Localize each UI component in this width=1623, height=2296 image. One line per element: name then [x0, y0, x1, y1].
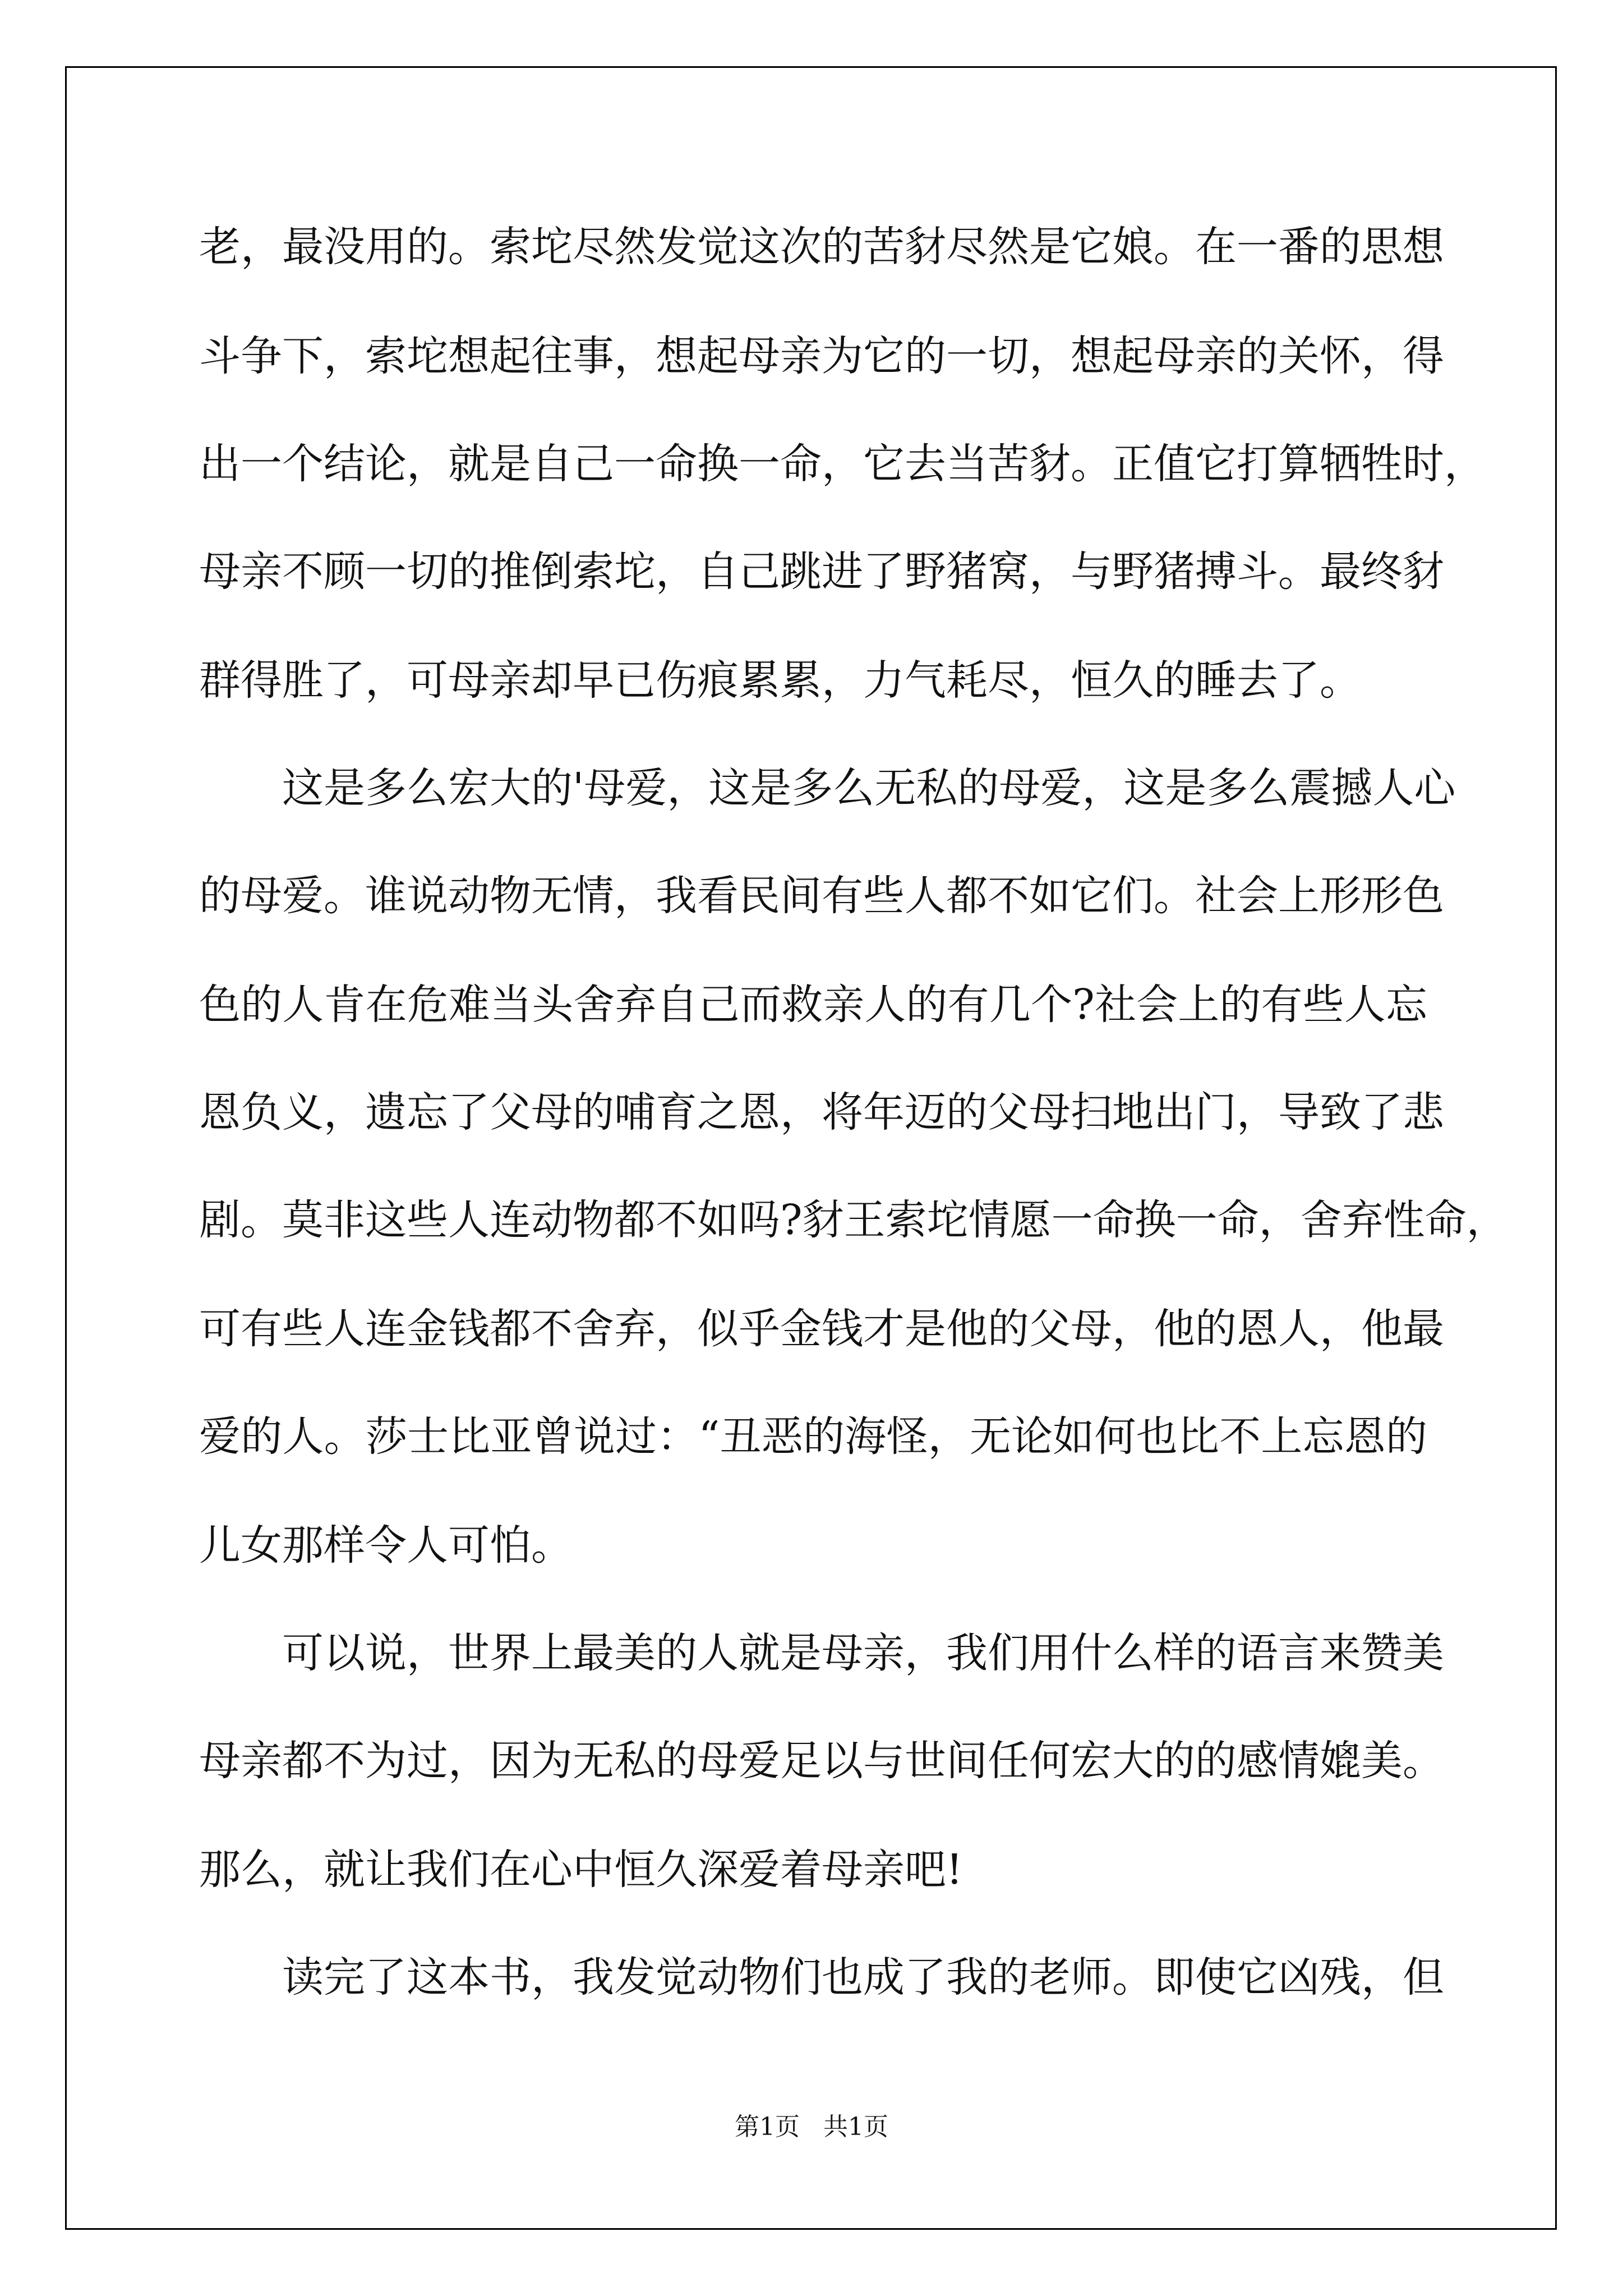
text-line: 那么，就让我们在心中恒久深爱着母亲吧!	[199, 1846, 963, 1894]
text-line: 的母爱。谁说动物无情，我看民间有些人都不如它们。社会上形形色	[199, 872, 1444, 920]
text-line: 剧。莫非这些人连动物都不如吗?豺王索坨情愿一命换一命，舍弃性命，	[199, 1196, 1508, 1244]
text-line: 出一个结论，就是自己一命换一命，它去当苦豺。正值它打算牺牲时，	[199, 440, 1486, 488]
paragraph-start-line: 读完了这本书，我发觉动物们也成了我的老师。即使它凶残，但	[282, 1953, 1444, 2001]
text-line: 可有些人连金钱都不舍弃，似乎金钱才是他的父母，他的恩人，他最	[199, 1305, 1444, 1353]
text-line: 母亲不顾一切的推倒索坨，自己跳进了野猪窝，与野猪搏斗。最终豺	[199, 547, 1444, 596]
text-line: 母亲都不为过，因为无私的母爱足以与世间任何宏大的的感情媲美。	[199, 1737, 1444, 1785]
page-border	[65, 66, 1557, 2230]
text-line: 斗争下，索坨想起往事，想起母亲为它的一切，想起母亲的关怀，得	[199, 332, 1444, 380]
text-line: 老，最没用的。索坨尽然发觉这次的苦豺尽然是它娘。在一番的思想	[199, 223, 1444, 271]
text-line: 恩负义，遗忘了父母的哺育之恩，将年迈的父母扫地出门，导致了悲	[199, 1088, 1444, 1137]
page-footer: 第1页 共1页	[735, 2113, 888, 2141]
text-line: 儿女那样令人可怕。	[199, 1521, 573, 1570]
text-line: 色的人肯在危难当头舍弃自己而救亲人的有几个?社会上的有些人忘	[199, 981, 1427, 1029]
text-line: 群得胜了，可母亲却早已伤痕累累，力气耗尽，恒久的睡去了。	[199, 656, 1361, 705]
paragraph-start-line: 这是多么宏大的'母爱，这是多么无私的母爱，这是多么震撼人心	[282, 764, 1456, 812]
paragraph-start-line: 可以说，世界上最美的人就是母亲，我们用什么样的语言来赞美	[282, 1629, 1444, 1677]
text-line: 爱的人。莎士比亚曾说过：“丑恶的海怪，无论如何也比不上忘恩的	[199, 1412, 1427, 1461]
